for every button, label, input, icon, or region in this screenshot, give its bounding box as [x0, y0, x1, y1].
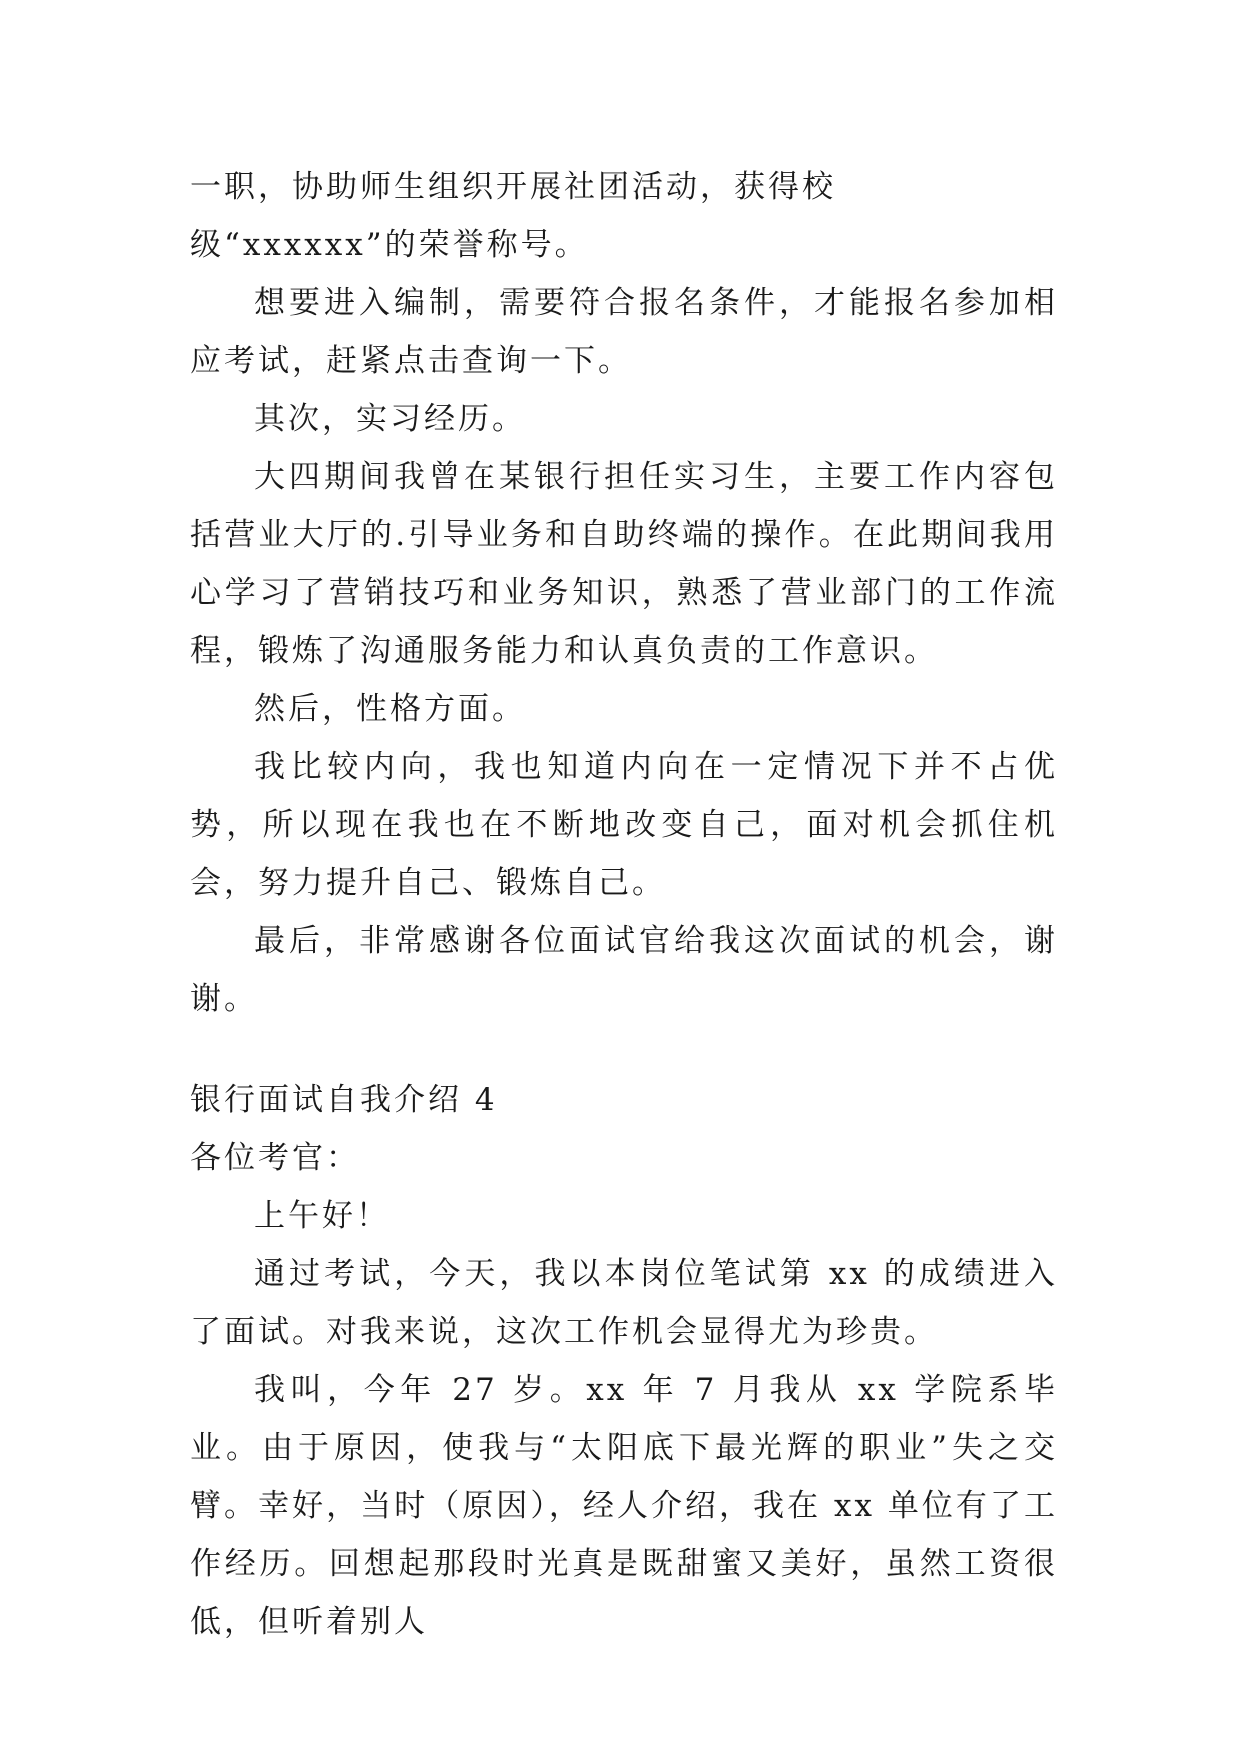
section-title: 银行面试自我介绍 4 — [190, 1082, 498, 1118]
section-spacer — [190, 1028, 1058, 1071]
paragraph-personality: 我比较内向，我也知道内向在一定情况下并不占优势，所以现在我也在不断地改变自己，面对机会抓住机会，努力提升自己、锻炼自己。 — [190, 749, 1058, 901]
paragraph-thanks: 最后，非常感谢各位面试官给我这次面试的机会，谢谢。 — [190, 923, 1058, 1017]
paragraph-exam-result: 通过考试，今天，我以本岗位笔试第 xx 的成绩进入了面试。对我来说，这次工作机会显得尤为珍贵。 — [190, 1256, 1058, 1350]
paragraph-honor: 一职，协助师生组织开展社团活动，获得校级“xxxxxx”的荣誉称号。 — [190, 169, 836, 263]
paragraph-exam-tip: 想要进入编制，需要符合报名条件，才能报名参加相应考试，赶紧点击查询一下。 — [190, 285, 1058, 379]
paragraph-internship: 大四期间我曾在某银行担任实习生，主要工作内容包括营业大厅的.引导业务和自助终端的操作。在此期间我用心学习了营销技巧和业务知识，熟悉了营业部门的工作流程，锻炼了沟通服务能力和认真负责的工作意识。 — [190, 459, 1058, 669]
paragraph-internship-heading: 其次，实习经历。 — [254, 401, 526, 437]
paragraph-background: 我叫，今年 27 岁。xx 年 7 月我从 xx 学院系毕业。由于原因，使我与“太阳底下最光辉的职业”失之交臂。幸好，当时（原因），经人介绍，我在 xx 单位有了工作经历。回想起那段时光真是既甜蜜又美好，虽然工资很低，但听着别人 — [190, 1372, 1058, 1640]
document-body — [190, 158, 1058, 1651]
paragraph-greeting: 上午好！ — [254, 1198, 390, 1234]
salutation: 各位考官： — [190, 1140, 360, 1176]
paragraph-personality-heading: 然后，性格方面。 — [254, 691, 526, 727]
